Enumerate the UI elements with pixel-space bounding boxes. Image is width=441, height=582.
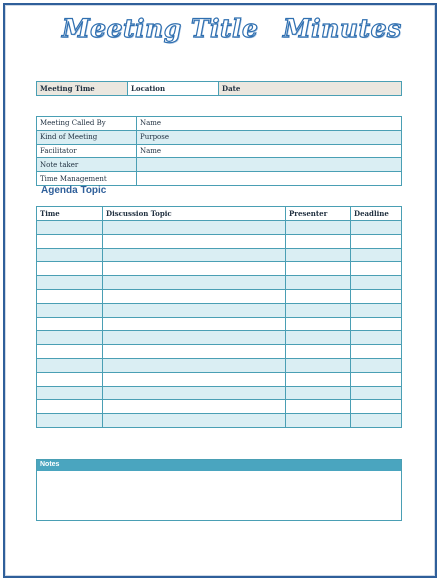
agenda-topic-cell[interactable]	[103, 372, 286, 386]
agenda-topic-cell[interactable]	[103, 289, 286, 303]
agenda-presenter-cell[interactable]	[286, 372, 351, 386]
agenda-time-cell[interactable]	[37, 400, 103, 414]
detail-row	[37, 172, 402, 186]
col-time-header: Time	[37, 207, 103, 221]
meeting-details-table	[36, 116, 402, 186]
agenda-topic-cell[interactable]	[103, 317, 286, 331]
minutes-title[interactable]: Minutes	[283, 14, 402, 43]
agenda-row	[37, 372, 402, 386]
title-row	[0, 10, 441, 50]
agenda-row	[37, 221, 402, 235]
agenda-topic-cell[interactable]	[103, 276, 286, 290]
agenda-presenter-cell[interactable]	[286, 234, 351, 248]
agenda-time-cell[interactable]	[37, 303, 103, 317]
agenda-deadline-cell[interactable]	[351, 331, 402, 345]
agenda-deadline-cell[interactable]	[351, 400, 402, 414]
agenda-row	[37, 317, 402, 331]
agenda-header-row	[37, 207, 402, 221]
agenda-presenter-cell[interactable]	[286, 248, 351, 262]
agenda-presenter-cell[interactable]	[286, 414, 351, 428]
agenda-topic-cell[interactable]	[103, 262, 286, 276]
agenda-time-cell[interactable]	[37, 248, 103, 262]
detail-label: Meeting Called By	[37, 117, 137, 131]
agenda-presenter-cell[interactable]	[286, 303, 351, 317]
detail-label: Note taker	[37, 158, 137, 172]
detail-label: Time Management	[37, 172, 137, 186]
agenda-deadline-cell[interactable]	[351, 345, 402, 359]
agenda-row	[37, 289, 402, 303]
agenda-topic-cell[interactable]	[103, 414, 286, 428]
agenda-deadline-cell[interactable]	[351, 289, 402, 303]
col-deadline-header: Deadline	[351, 207, 402, 221]
meeting-time-label[interactable]: Meeting Time	[37, 82, 128, 96]
agenda-time-cell[interactable]	[37, 289, 103, 303]
col-presenter-header: Presenter	[286, 207, 351, 221]
agenda-topic-heading[interactable]: Agenda Topic	[41, 185, 107, 196]
agenda-topic-cell[interactable]	[103, 386, 286, 400]
agenda-topic-cell[interactable]	[103, 221, 286, 235]
agenda-time-cell[interactable]	[37, 345, 103, 359]
agenda-presenter-cell[interactable]	[286, 262, 351, 276]
detail-value[interactable]	[137, 172, 402, 186]
location-label[interactable]: Location	[128, 82, 219, 96]
agenda-row	[37, 234, 402, 248]
agenda-deadline-cell[interactable]	[351, 414, 402, 428]
meeting-title[interactable]: Meeting Title	[62, 14, 259, 43]
agenda-presenter-cell[interactable]	[286, 400, 351, 414]
meeting-info-bar	[36, 81, 402, 96]
agenda-deadline-cell[interactable]	[351, 303, 402, 317]
detail-value[interactable]	[137, 158, 402, 172]
agenda-deadline-cell[interactable]	[351, 221, 402, 235]
agenda-time-cell[interactable]	[37, 372, 103, 386]
notes-section	[36, 459, 402, 521]
notes-header: Notes	[37, 460, 401, 471]
agenda-deadline-cell[interactable]	[351, 386, 402, 400]
detail-label: Facilitator	[37, 144, 137, 158]
agenda-presenter-cell[interactable]	[286, 386, 351, 400]
agenda-row	[37, 400, 402, 414]
agenda-presenter-cell[interactable]	[286, 331, 351, 345]
agenda-time-cell[interactable]	[37, 234, 103, 248]
detail-row	[37, 130, 402, 144]
agenda-row	[37, 386, 402, 400]
agenda-topic-cell[interactable]	[103, 400, 286, 414]
agenda-row	[37, 358, 402, 372]
detail-value[interactable]: Name	[137, 144, 402, 158]
detail-row	[37, 117, 402, 131]
agenda-time-cell[interactable]	[37, 386, 103, 400]
agenda-row	[37, 345, 402, 359]
agenda-time-cell[interactable]	[37, 414, 103, 428]
agenda-time-cell[interactable]	[37, 221, 103, 235]
agenda-presenter-cell[interactable]	[286, 221, 351, 235]
agenda-deadline-cell[interactable]	[351, 276, 402, 290]
col-discussion-header: Discussion Topic	[103, 207, 286, 221]
agenda-deadline-cell[interactable]	[351, 358, 402, 372]
agenda-topic-cell[interactable]	[103, 345, 286, 359]
agenda-deadline-cell[interactable]	[351, 372, 402, 386]
detail-label: Kind of Meeting	[37, 130, 137, 144]
agenda-deadline-cell[interactable]	[351, 317, 402, 331]
agenda-deadline-cell[interactable]	[351, 234, 402, 248]
agenda-row	[37, 262, 402, 276]
agenda-row	[37, 303, 402, 317]
agenda-row	[37, 248, 402, 262]
agenda-time-cell[interactable]	[37, 276, 103, 290]
agenda-row	[37, 414, 402, 428]
agenda-time-cell[interactable]	[37, 358, 103, 372]
agenda-presenter-cell[interactable]	[286, 276, 351, 290]
date-label[interactable]: Date	[219, 82, 402, 96]
agenda-topic-cell[interactable]	[103, 248, 286, 262]
detail-value[interactable]: Name	[137, 117, 402, 131]
agenda-deadline-cell[interactable]	[351, 262, 402, 276]
agenda-topic-cell[interactable]	[103, 303, 286, 317]
detail-row	[37, 158, 402, 172]
agenda-table	[36, 206, 402, 428]
agenda-time-cell[interactable]	[37, 331, 103, 345]
meeting-info-row	[37, 82, 402, 96]
agenda-row	[37, 331, 402, 345]
agenda-row	[37, 276, 402, 290]
agenda-time-cell[interactable]	[37, 262, 103, 276]
agenda-presenter-cell[interactable]	[286, 358, 351, 372]
agenda-time-cell[interactable]	[37, 317, 103, 331]
agenda-presenter-cell[interactable]	[286, 289, 351, 303]
agenda-presenter-cell[interactable]	[286, 345, 351, 359]
detail-value[interactable]: Purpose	[137, 130, 402, 144]
agenda-deadline-cell[interactable]	[351, 248, 402, 262]
detail-row	[37, 144, 402, 158]
agenda-topic-cell[interactable]	[103, 234, 286, 248]
agenda-topic-cell[interactable]	[103, 331, 286, 345]
agenda-topic-cell[interactable]	[103, 358, 286, 372]
agenda-presenter-cell[interactable]	[286, 317, 351, 331]
